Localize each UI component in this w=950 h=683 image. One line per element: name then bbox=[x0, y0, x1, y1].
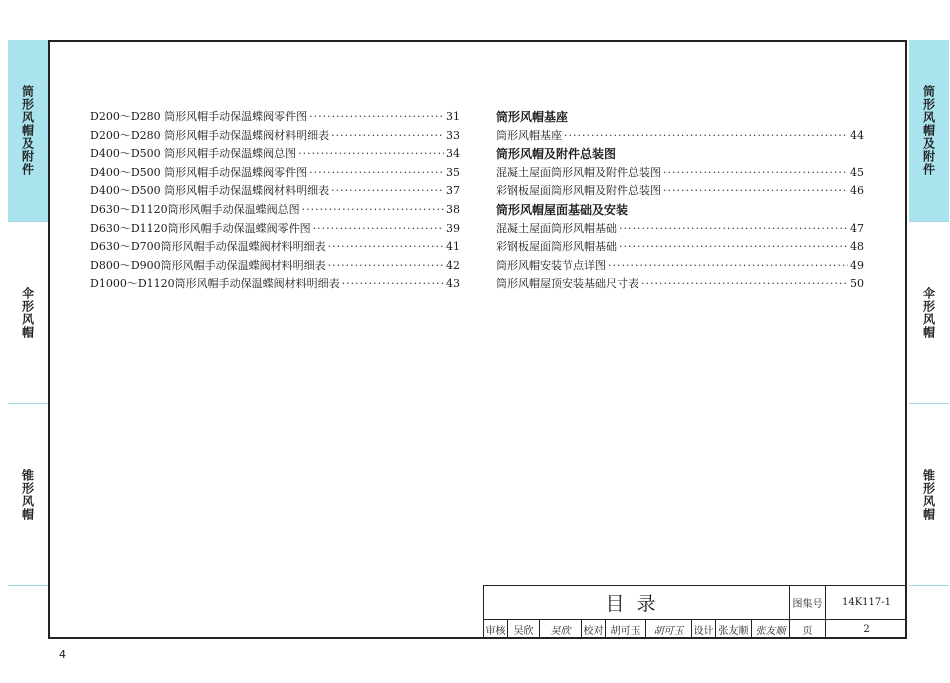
drawing-title: 目录 bbox=[484, 586, 790, 620]
side-tab-label: 筒形风帽及附件 bbox=[20, 85, 35, 176]
atlas-number-label: 图集号 bbox=[790, 586, 826, 620]
toc-entry-title: D800～D900筒形风帽手动保温蝶阀材料明细表 bbox=[90, 258, 326, 272]
toc-entry-title: D630～D700筒形风帽手动保温蝶阀材料明细表 bbox=[90, 240, 326, 254]
toc-heading-title: 筒形风帽基座 bbox=[496, 110, 569, 124]
side-tab-tube-cap[interactable] bbox=[8, 40, 48, 222]
side-tab-label: 筒形风帽及附件 bbox=[921, 85, 936, 176]
toc-entry-page: 48 bbox=[850, 240, 864, 254]
side-tab-tube-cap-right[interactable] bbox=[909, 40, 949, 222]
toc-entry-page: 50 bbox=[850, 277, 864, 291]
checker-name: 胡可玉 bbox=[606, 620, 646, 639]
toc-entry-title: D630～D1120筒形风帽手动保温蝶阀零件图 bbox=[90, 221, 311, 235]
toc-leader-dots bbox=[331, 127, 444, 146]
toc-right-column bbox=[496, 108, 864, 294]
toc-entry-page: 43 bbox=[446, 277, 460, 291]
toc-entry[interactable] bbox=[496, 220, 864, 239]
toc-leader-dots bbox=[328, 257, 444, 276]
toc-entry-title: D200～D280 筒形风帽手动保温蝶阀零件图 bbox=[90, 110, 308, 123]
checker-signature: 胡可玉 bbox=[646, 620, 692, 639]
designer-name: 张友顺 bbox=[716, 620, 752, 639]
toc-entry-page: 42 bbox=[446, 258, 460, 272]
toc-leader-dots bbox=[619, 238, 848, 257]
toc-leader-dots bbox=[331, 182, 444, 201]
toc-entry-page: 38 bbox=[446, 202, 460, 216]
toc-entry-page: 49 bbox=[850, 258, 864, 272]
toc-entry[interactable] bbox=[496, 127, 864, 146]
toc-entry[interactable] bbox=[90, 127, 460, 146]
side-tab-label: 伞形风帽 bbox=[20, 286, 35, 339]
toc-entry[interactable] bbox=[90, 238, 460, 257]
toc-entry-title: D1000～D1120筒形风帽手动保温蝶阀材料明细表 bbox=[90, 277, 340, 291]
toc-leader-dots bbox=[313, 220, 444, 239]
toc-entry[interactable] bbox=[496, 257, 864, 276]
reviewer-name: 吴欣 bbox=[508, 620, 540, 639]
toc-section-heading bbox=[496, 108, 864, 127]
toc-entry-page: 34 bbox=[446, 147, 460, 161]
design-label: 设计 bbox=[692, 620, 716, 639]
toc-leader-dots bbox=[608, 257, 848, 276]
toc-entry-title: D400～D500 筒形风帽手动保温蝶阀零件图 bbox=[90, 165, 308, 179]
right-side-tabs bbox=[909, 40, 949, 639]
toc-entry-title: 彩钢板屋面筒形风帽基础 bbox=[496, 240, 617, 254]
designer-signature: 张友顺 bbox=[752, 620, 790, 639]
toc-entry-page: 31 bbox=[446, 110, 460, 123]
toc-entry[interactable] bbox=[90, 201, 460, 220]
toc-entry-title: 混凝土屋面筒形风帽及附件总装图 bbox=[496, 165, 661, 179]
toc-leader-dots bbox=[342, 275, 444, 294]
toc-entry-page: 41 bbox=[446, 240, 460, 254]
toc-section-heading bbox=[496, 201, 864, 220]
toc-heading-title: 筒形风帽屋面基础及安装 bbox=[496, 202, 629, 217]
toc-entry-page: 47 bbox=[850, 221, 864, 235]
toc-entry[interactable] bbox=[496, 238, 864, 257]
toc-entry-title: 筒形风帽屋顶安装基础尺寸表 bbox=[496, 277, 639, 291]
toc-entry-page: 35 bbox=[446, 165, 460, 179]
toc-entry[interactable] bbox=[90, 182, 460, 201]
toc-entry[interactable] bbox=[90, 108, 460, 127]
toc-entry-title: 混凝土屋面筒形风帽基础 bbox=[496, 221, 617, 235]
toc-leader-dots bbox=[619, 220, 848, 239]
toc-entry[interactable] bbox=[90, 145, 460, 164]
toc-entry[interactable] bbox=[90, 164, 460, 183]
toc-entry-page: 45 bbox=[850, 165, 864, 179]
reviewer-signature: 吴欣 bbox=[540, 620, 582, 639]
toc-leader-dots bbox=[309, 164, 444, 183]
toc-leader-dots bbox=[302, 201, 444, 220]
toc-section-heading bbox=[496, 145, 864, 164]
toc-entry[interactable] bbox=[90, 275, 460, 294]
toc-leader-dots bbox=[298, 145, 444, 164]
sheet-page-number: 2 bbox=[826, 620, 907, 639]
title-block bbox=[483, 585, 906, 638]
toc-leader-dots bbox=[564, 127, 848, 146]
toc-entry-page: 37 bbox=[446, 184, 460, 198]
toc-entry[interactable] bbox=[496, 164, 864, 183]
toc-entry-page: 44 bbox=[850, 128, 864, 142]
toc-entry-title: D200～D280 筒形风帽手动保温蝶阀材料明细表 bbox=[90, 128, 330, 142]
left-side-tabs bbox=[8, 40, 48, 639]
toc-entry-page: 39 bbox=[446, 221, 460, 235]
side-tab-umbrella-cap[interactable] bbox=[8, 222, 48, 404]
toc-entry[interactable] bbox=[496, 275, 864, 294]
toc-leader-dots bbox=[641, 275, 848, 294]
toc-leader-dots bbox=[663, 182, 848, 201]
side-tab-label: 伞形风帽 bbox=[921, 286, 936, 339]
toc-entry-title: D400～D500 筒形风帽手动保温蝶阀总图 bbox=[90, 147, 297, 161]
toc-left-column bbox=[90, 108, 460, 294]
toc-heading-title: 筒形风帽及附件总装图 bbox=[496, 147, 617, 162]
side-tab-label: 锥形风帽 bbox=[20, 468, 35, 521]
review-label: 审核 bbox=[484, 620, 508, 639]
toc-leader-dots bbox=[663, 164, 848, 183]
toc-leader-dots bbox=[309, 108, 444, 127]
check-label: 校对 bbox=[582, 620, 606, 639]
page-number: 4 bbox=[59, 648, 66, 661]
toc-entry-title: D630～D1120筒形风帽手动保温蝶阀总图 bbox=[90, 202, 300, 216]
toc-entry-title: 筒形风帽基座 bbox=[496, 128, 562, 142]
toc-entry-title: D400～D500 筒形风帽手动保温蝶阀材料明细表 bbox=[90, 184, 330, 198]
toc-entry-page: 46 bbox=[850, 184, 864, 198]
toc-entry[interactable] bbox=[90, 257, 460, 276]
toc-entry-page: 33 bbox=[446, 128, 460, 142]
side-tab-cone-cap[interactable] bbox=[8, 404, 48, 586]
toc-entry-title: 筒形风帽安装节点详图 bbox=[496, 258, 606, 272]
atlas-number: 14K117-1 bbox=[826, 586, 907, 620]
toc-entry-title: 彩钢板屋面筒形风帽及附件总装图 bbox=[496, 184, 661, 198]
side-tab-umbrella-cap-right[interactable] bbox=[909, 222, 949, 404]
page-label: 页 bbox=[790, 620, 826, 639]
side-tab-label: 锥形风帽 bbox=[921, 468, 936, 521]
toc-leader-dots bbox=[328, 238, 444, 257]
side-tab-cone-cap-right[interactable] bbox=[909, 404, 949, 586]
toc-entry[interactable] bbox=[496, 182, 864, 201]
toc-entry[interactable] bbox=[90, 220, 460, 239]
